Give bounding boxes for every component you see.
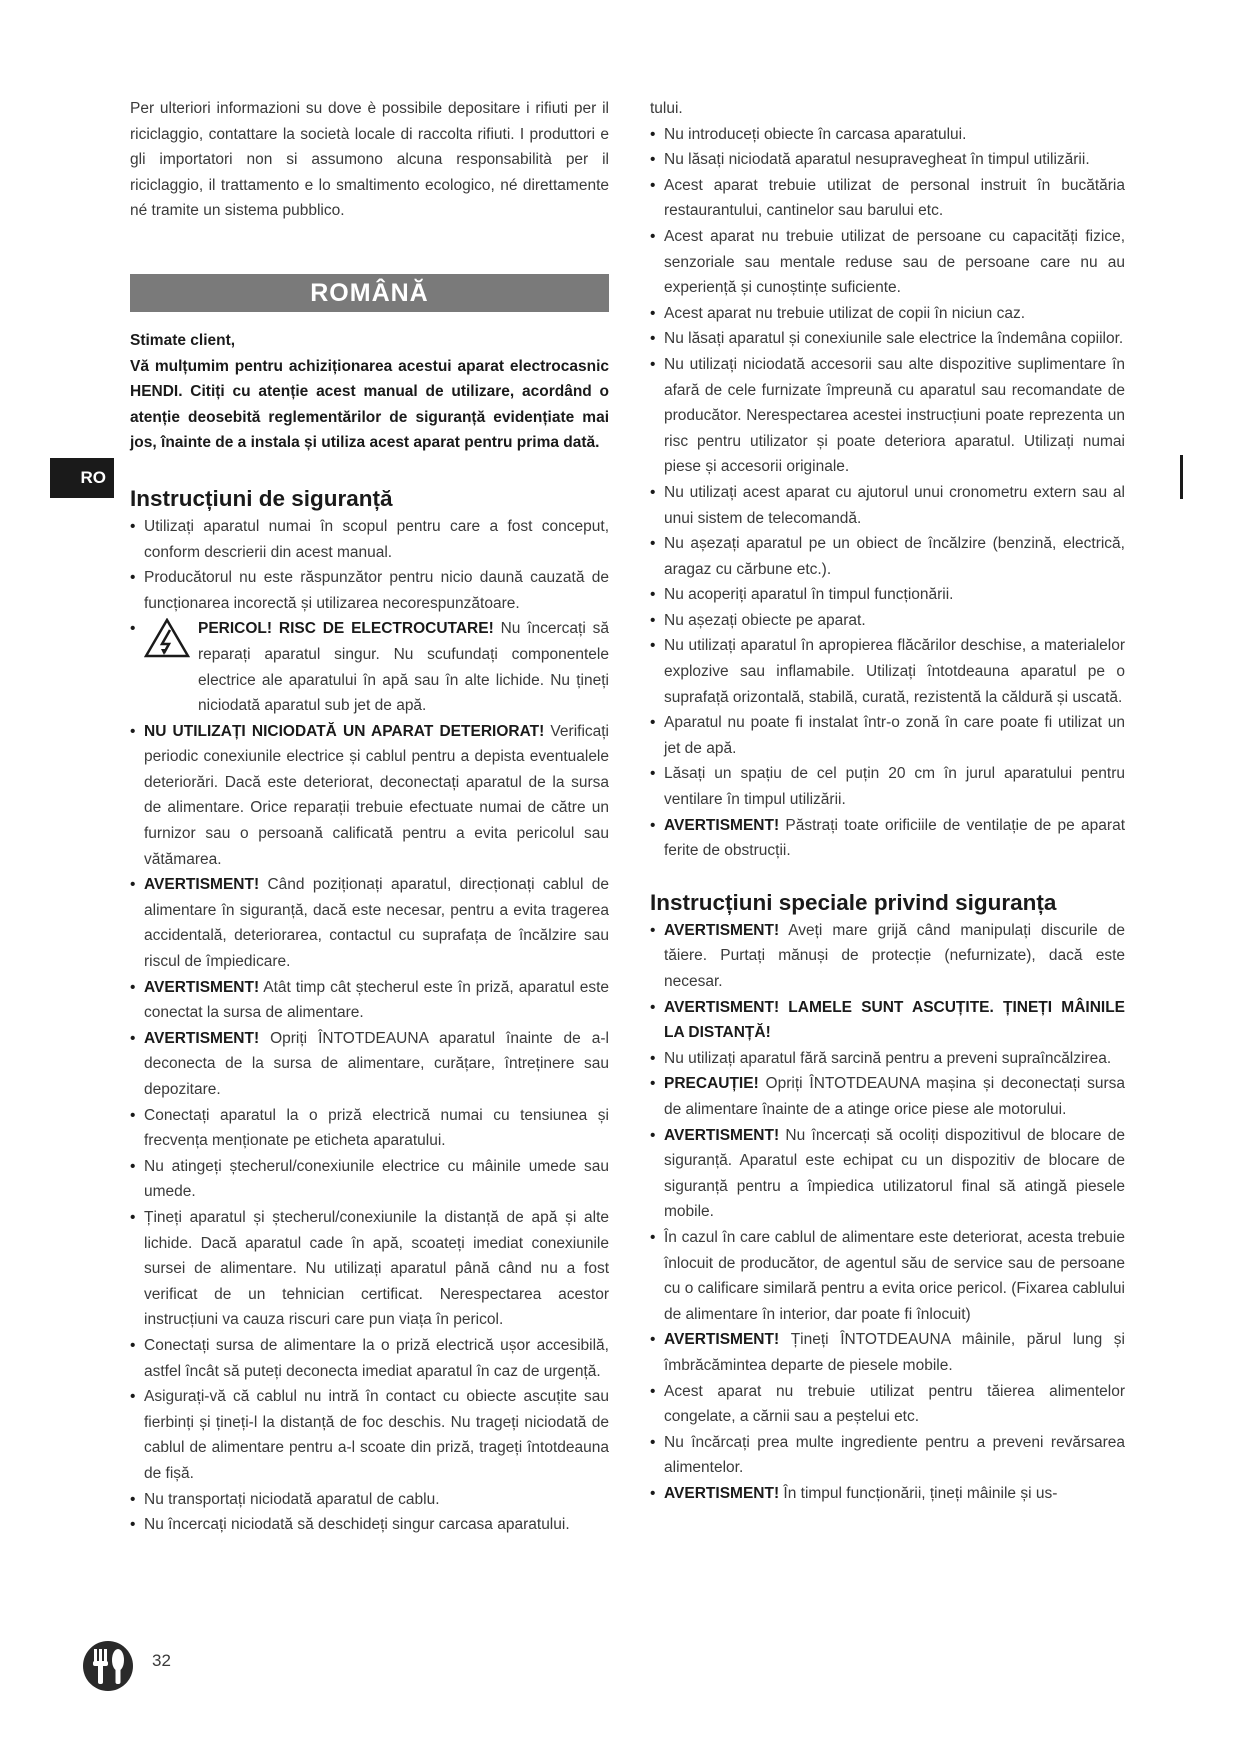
list-item: • Nu încărcați prea multe ingrediente pentru a preveni revărsarea alimentelor. [650,1430,1125,1481]
list-item: • Conectați aparatul la o priză electrică numai cu tensiunea și frecvența menționate pe eticheta aparatului. [130,1103,609,1154]
list-item: • AVERTISMENT! Atât timp cât ștecherul este în priză, aparatul este conectat la sursa de alimentare. [130,975,609,1026]
greeting: Stimate client, [130,331,236,349]
list-item: • Nu așezați obiecte pe aparat. [650,608,1125,634]
list-item: • AVERTISMENT! LAMELE SUNT ASCUȚITE. ȚINEȚI MÂINILE LA DISTANȚĂ! [650,995,1125,1046]
list-item: • AVERTISMENT! Păstrați toate orificiile de ventilație de pe aparat ferite de obstrucții. [650,813,1125,864]
list-item: • PERICOL! RISC DE ELECTROCUTARE! Nu încercați să reparați aparatul singur. Nu scufundați componentele electrice ale aparatului în apă sau în alte lichide. Nu țineți niciodată aparatul sub jet de apă. [130,616,609,718]
list-item: • În cazul în care cablul de alimentare este deteriorat, acesta trebuie înlocuit de producător, de agentul său de service sau de persoane cu o calificare similară pentru a evita orice pericol. (Fixarea cablului de alimentare în interior, dar poate fi înlocuit) [650,1225,1125,1327]
list-item: • AVERTISMENT! Când poziționați aparatul, direcționați cablul de alimentare în siguranță, dacă este necesar, pentru a evita tragerea accidentală, deteriorarea, contactul cu suprafața de încălzire sau riscul de împiedicare. [130,872,609,974]
list-item: • AVERTISMENT! În timpul funcționării, țineți mâinile și us- [650,1481,1125,1507]
list-item: • Nu utilizați aparatul în apropierea flăcărilor deschise, a materialelor explozive sau inflamabile. Utilizați întotdeauna aparatul pe o suprafață orizontală, stabilă, curată, rezistentă la căldură și uscată. [650,633,1125,710]
list-item: • Utilizați aparatul numai în scopul pentru care a fost conceput, conform descrierii din acest manual. [130,514,609,565]
electric-shock-warning-icon [144,618,190,658]
right-column [650,96,1125,1506]
carryover-text: tului. [650,100,683,117]
list-item: • Nu așezați aparatul pe un obiect de încălzire (benzină, electrică, aragaz cu cărbune etc.). [650,531,1125,582]
language-tab: RO [50,458,114,498]
list-item: • Țineți aparatul și ștecherul/conexiunile la distanță de apă și alte lichide. Dacă aparatul cade în apă, scoateți imediat conexiunile sursei de alimentare. Nu utilizați aparatul până când nu a fost verificat de un tehnician certificat. Nerespectarea acestor instrucțiuni va cauza riscuri care pun viața în pericol. [130,1205,609,1333]
list-item: • Acest aparat nu trebuie utilizat de copii în niciun caz. [650,301,1125,327]
list-item: • Nu lăsați aparatul și conexiunile sale electrice la îndemâna copiilor. [650,326,1125,352]
margin-mark [1180,455,1183,499]
page-number: 32 [152,1651,171,1670]
list-item: • Nu utilizați niciodată accesorii sau alte dispozitive suplimentare în afară de cele furnizate împreună cu aparatul sau recomandate de producător. Nerespectarea acestei instrucțiuni poate reprezenta un risc pentru utilizator și poate deteriora aparatul. Utilizați numai piese și accesorii originale. [650,352,1125,480]
safety-list [130,514,609,1538]
italian-paragraph: Per ulteriori informazioni su dove è possibile depositare i rifiuti per il riciclaggio, contattare la società locale di raccolta rifiuti. I produttori e gli importatori non si assumono alcuna responsabilità per il riciclaggio, il trattamento e lo smaltimento ecologico, né direttamente né tramite un sistema pubblico. [130,100,609,220]
list-item: • Conectați sursa de alimentare la o priză electrică ușor accesibilă, astfel încât să puteți deconecta imediat aparatul în caz de urgență. [130,1333,609,1384]
list-item: • AVERTISMENT! Țineți ÎNTOTDEAUNA mâinile, părul lung și îmbrăcămintea departe de piesele mobile. [650,1327,1125,1378]
list-item: • AVERTISMENT! Opriți ÎNTOTDEAUNA aparatul înainte de a-l deconecta de la sursa de alimentare, curățare, întreținere sau depozitare. [130,1026,609,1103]
list-item: • Acest aparat nu trebuie utilizat pentru tăierea alimentelor congelate, a cărnii sau a peștelui etc. [650,1379,1125,1430]
list-item: • Acest aparat trebuie utilizat de personal instruit în bucătăria restaurantului, cantinelor sau barului etc. [650,173,1125,224]
list-item: • Nu acoperiți aparatul în timpul funcționării. [650,582,1125,608]
special-safety-list [650,918,1125,1507]
left-column [130,96,609,1538]
list-item: • Aparatul nu poate fi instalat într-o zonă în care poate fi utilizat un jet de apă. [650,710,1125,761]
list-item: • NU UTILIZAȚI NICIODATĂ UN APARAT DETERIORAT! Verificați periodic conexiunile electrice și cablul pentru a depista eventualele deteriorări. Dacă este deteriorat, deconectați aparatul de la sursa de alimentare. Orice reparații trebuie efectuate numai de către un furnizor sau o persoană calificată pentru a evita pericolul sau vătămarea. [130,719,609,873]
list-item: • Nu atingeți ștecherul/conexiunile electrice cu mâinile umede sau umede. [130,1154,609,1205]
list-item: • Lăsați un spațiu de cel puțin 20 cm în jurul aparatului pentru ventilare în timpul utilizării. [650,761,1125,812]
special-safety-heading: Instrucțiuni speciale privind siguranța [650,889,1057,915]
list-item: • Nu încercați niciodată să deschideți singur carcasa aparatului. [130,1512,609,1538]
list-item: • Nu utilizați acest aparat cu ajutorul unui cronometru extern sau al unui sistem de telecomandă. [650,480,1125,531]
list-item: • Asigurați-vă că cablul nu intră în contact cu obiecte ascuțite sau fierbinți și țineți-l la distanță de foc deschis. Nu trageți niciodată de cablul de alimentare pentru a-l scoate din priză, trageți întotdeauna de fișă. [130,1384,609,1486]
list-item: • Acest aparat nu trebuie utilizat de persoane cu capacități fizice, senzoriale sau mentale reduse sau de persoane care nu au experiență și cunoștințe suficiente. [650,224,1125,301]
hendi-cutlery-logo-icon [82,1640,134,1697]
safety-heading: Instrucțiuni de siguranță [130,485,393,511]
list-item: • AVERTISMENT! Aveți mare grijă când manipulați discurile de tăiere. Purtați mănuși de protecție (nefurnizate), dacă este necesar. [650,918,1125,995]
list-item: • Nu lăsați niciodată aparatul nesupravegheat în timpul utilizării. [650,147,1125,173]
section-banner: ROMÂNĂ [130,274,609,312]
list-item: • PRECAUȚIE! Opriți ÎNTOTDEAUNA mașina și deconectați sursa de alimentare înainte de a atinge orice piese ale motorului. [650,1071,1125,1122]
list-item: • Nu transportați niciodată aparatul de cablu. [130,1487,609,1513]
list-item: • AVERTISMENT! Nu încercați să ocoliți dispozitivul de blocare de siguranță. Aparatul este echipat cu un dispozitiv de blocare de siguranță pentru a împiedica utilizatorul final să atingă piesele mobile. [650,1123,1125,1225]
list-item: • Producătorul nu este răspunzător pentru nicio daună cauzată de funcționarea incorectă și utilizarea necorespunzătoare. [130,565,609,616]
list-item: • Nu introduceți obiecte în carcasa aparatului. [650,122,1125,148]
intro-paragraph: Vă mulțumim pentru achiziționarea acestui aparat electrocasnic HENDI. Citiți cu atenție acest manual de utilizare, acordând o atenție deosebită reglementărilor de siguranță evidențiate mai jos, înainte de a instala și utiliza acest aparat pentru prima dată. [130,357,609,452]
list-item: • Nu utilizați aparatul fără sarcină pentru a preveni supraîncălzirea. [650,1046,1125,1072]
safety-list-continued [650,122,1125,864]
